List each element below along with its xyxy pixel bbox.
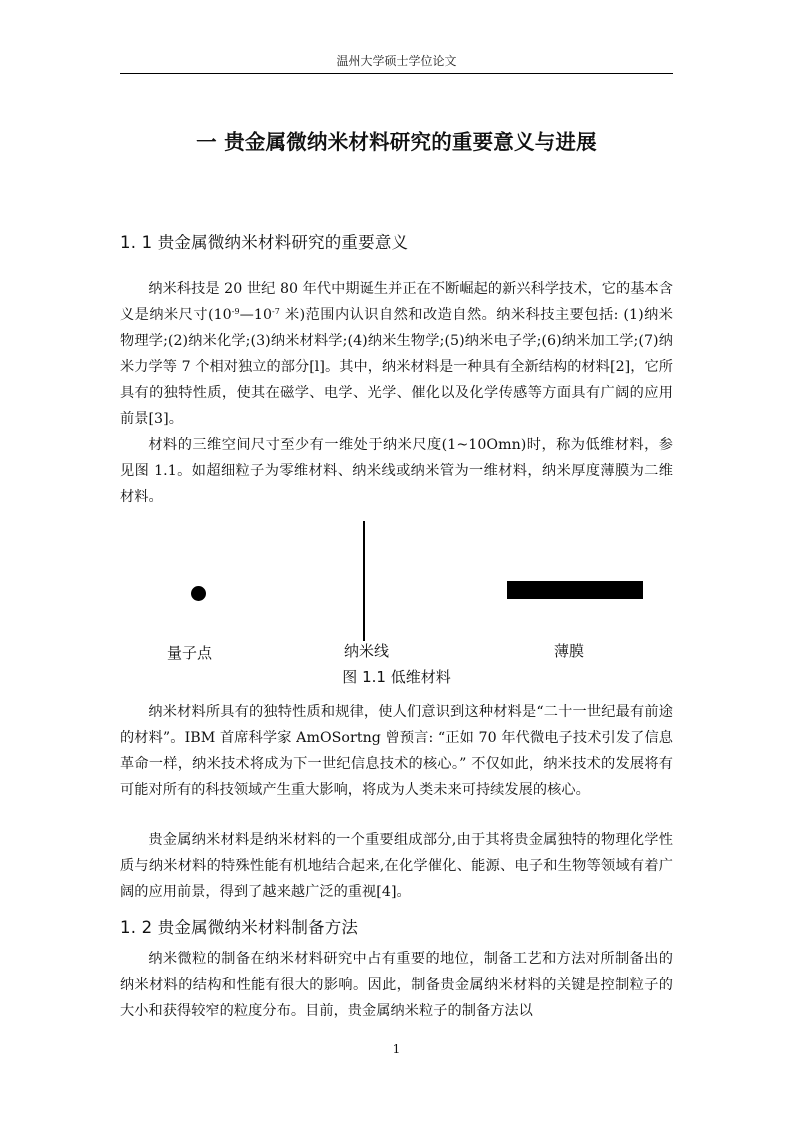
label-thin-film: 薄膜 — [554, 642, 585, 660]
running-header: 温州大学硕士学位论文 — [336, 54, 457, 68]
header-rule — [120, 73, 673, 74]
nanowire-shape — [363, 521, 365, 641]
paragraph-text: —10 — [239, 307, 273, 323]
section-heading-1-1: 1. 1 贵金属微纳米材料研究的重要意义 — [120, 233, 409, 252]
superscript: -9 — [231, 307, 240, 316]
figure-caption: 图 1.1 低维材料 — [342, 668, 451, 686]
paragraph-low-dimensional: 材料的三维空间尺寸至少有一维处于纳米尺度(1~10Omn)时，称为低维材料，参见图 1.1。如超细粒子为零维材料、纳米线或纳米管为一维材料，纳米厚度薄膜为二维材料。 — [120, 437, 673, 505]
figure-1-1 — [120, 518, 673, 688]
quantum-dot-shape — [191, 586, 206, 601]
label-nanowire: 纳米线 — [344, 642, 390, 660]
label-quantum-dot: 量子点 — [167, 644, 213, 662]
paragraph-nanotech-intro — [120, 276, 673, 432]
section-heading-1-2: 1. 2 贵金属微纳米材料制备方法 — [120, 918, 359, 937]
thin-film-shape — [507, 581, 643, 599]
paragraph-precious-metal: 贵金属纳米材料是纳米材料的一个重要组成部分,由于其将贵金属独特的物理化学性质与纳米材料的特殊性能有机地结合起来,在化学催化、能源、电子和生物等领域有着广阔的应用前景，得到了越来越广泛的重视[4]。 — [120, 832, 673, 900]
paragraph-text: 纳米科技是 20 世纪 80 年代中期诞生并正在不断崛起的新兴科学技术，它的基本含义是纳米尺寸(10 — [120, 281, 673, 323]
superscript: -7 — [272, 307, 280, 316]
paragraph-text: 米)范围内认识自然和改造自然。纳米科技主要包括: (1)纳米物理学;(2)纳米化学;(3)纳米材料学;(4)纳米生物学;(5)纳米电子学;(6)纳米加工学;(7)纳米力学等 7 个相对独立的部分[l]。其中，纳米材料是一种具有全新结构的材料[2]，它所具有的独特性质，使其在磁学、电学、光学、催化以及化学传感等方面具有广阔的应用前景[3]。 — [120, 307, 674, 427]
chapter-title: 一 贵金属微纳米材料研究的重要意义与进展 — [196, 130, 597, 154]
page-number: 1 — [392, 1042, 401, 1056]
paragraph-preparation: 纳米微粒的制备在纳米材料研究中占有重要的地位，制备工艺和方法对所制备出的纳米材料的结构和性能有很大的影响。因此，制备贵金属纳米材料的关键是控制粒子的大小和获得较窄的粒度分布。目前，贵金属纳米粒子的制备方法以 — [120, 951, 673, 1019]
paragraph-importance: 纳米材料所具有的独特性质和规律，使人们意识到这种材料是“二十一世纪最有前途的材料”。IBM 首席科学家 AmOSortng 曾预言: “正如 70 年代微电子技术引发了信息革命一样，纳米技术将成为下一世纪信息技术的核心。” 不仅如此，纳米技术的发展将有可能对所有的科技领域产生重大影响，将成为人类未来可持续发展的核心。 — [120, 704, 673, 798]
